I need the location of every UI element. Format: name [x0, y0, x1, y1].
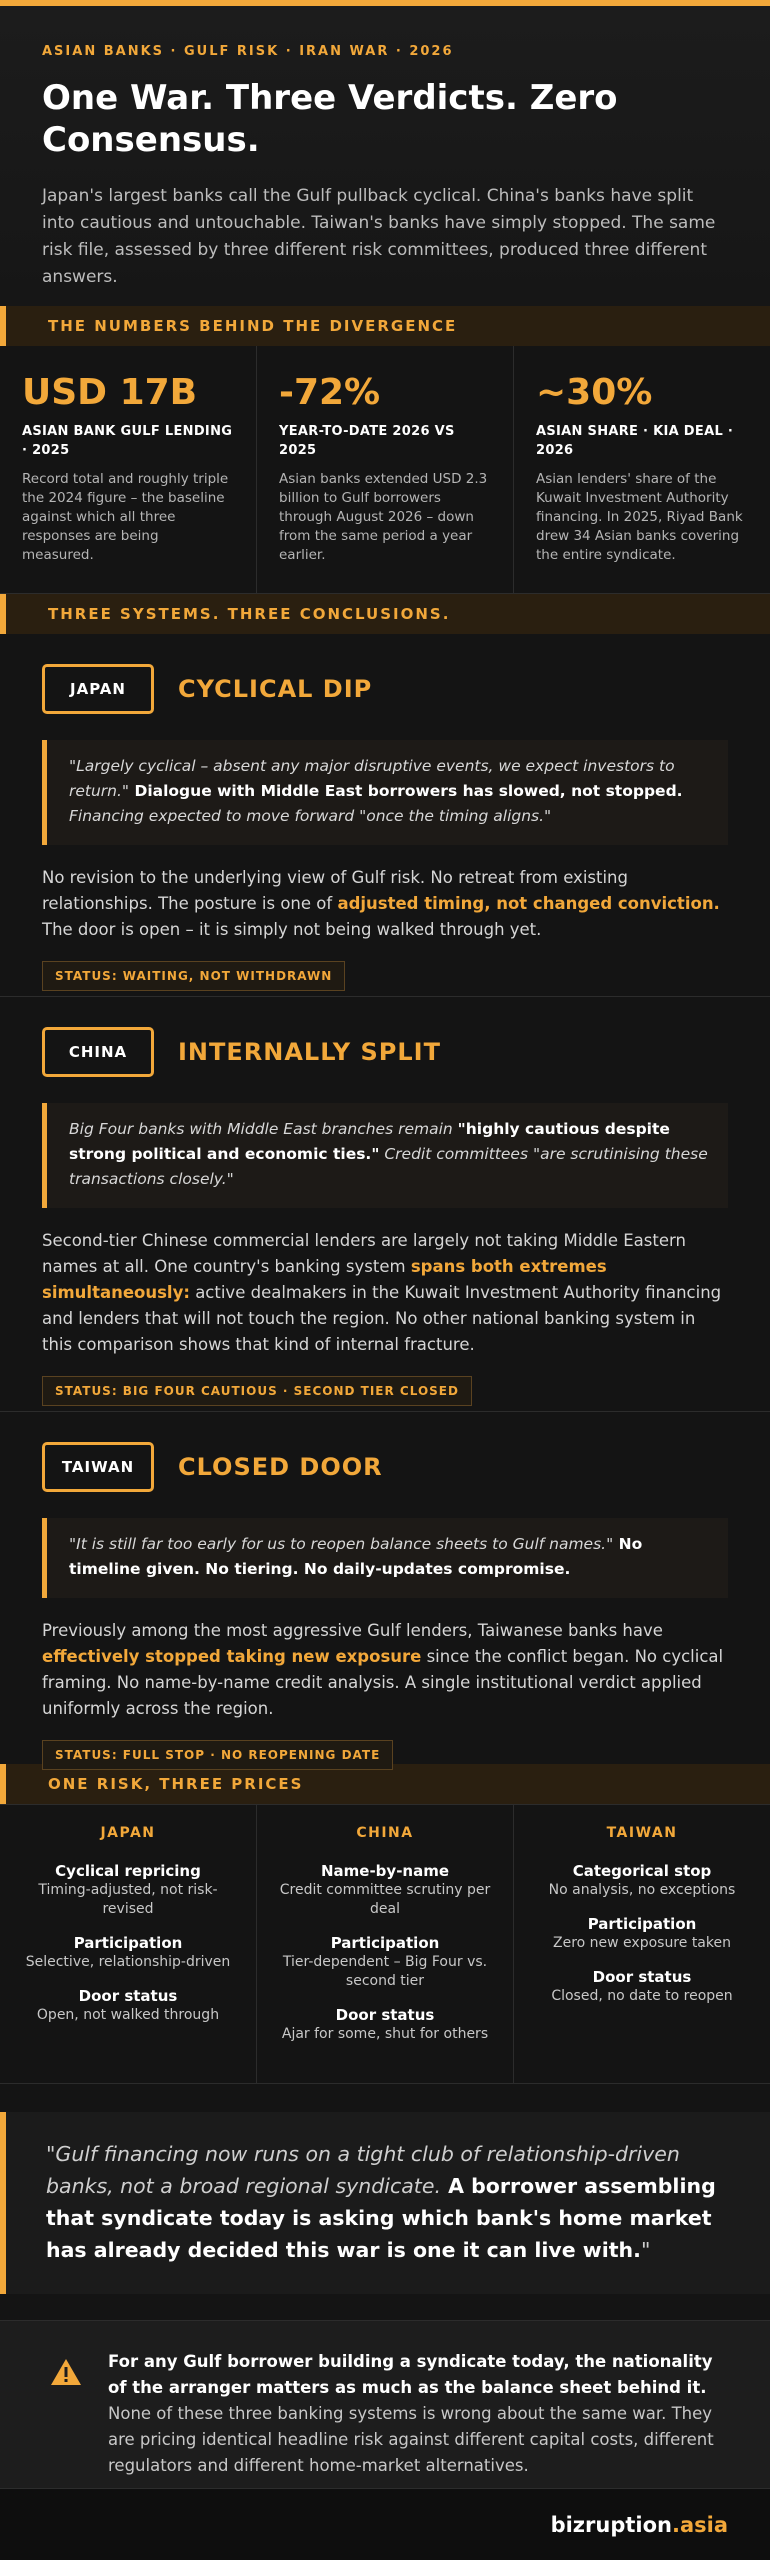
systems-section-header — [0, 594, 770, 634]
quote-italic: Big Four banks with Middle East branches remain — [69, 1120, 458, 1138]
country-header — [42, 1442, 728, 1492]
section-heading: THE NUMBERS BEHIND THE DIVERGENCE — [48, 317, 458, 335]
row-title: Name-by-name — [320, 1862, 450, 1880]
pull-quote — [0, 2112, 770, 2294]
numbers-section-header — [0, 306, 770, 346]
brand-accent: .asia — [671, 2512, 728, 2537]
country-tag: TAIWAN — [42, 1442, 154, 1492]
country-quote — [42, 1103, 728, 1208]
row-value: Zero new exposure taken — [552, 1935, 731, 1951]
country-quote — [42, 1518, 728, 1598]
stat-label: ASIAN BANK GULF LENDING · 2025 — [22, 424, 233, 458]
row-title: Categorical stop — [572, 1862, 712, 1880]
warning-icon — [50, 2357, 84, 2461]
quote-italic: "It is still far too early for us to reopen balance sheets to Gulf names." — [69, 1535, 614, 1553]
stat-card — [257, 346, 514, 593]
country-quote — [42, 740, 728, 845]
body-text: No revision to the underlying view of Gulf risk. No retreat from existing relationships. The posture is one of — [42, 868, 628, 913]
footer — [0, 2488, 770, 2560]
stat-description: Asian banks extended USD 2.3 billion to Gulf borrowers through August 2026 – down from the same period a year earlier. — [279, 471, 488, 563]
country-verdict: CLOSED DOOR — [178, 1453, 383, 1481]
section-heading: THREE SYSTEMS. THREE CONCLUSIONS. — [48, 605, 451, 623]
row-value: Tier-dependent – Big Four vs. second tier — [282, 1954, 488, 1989]
stat-value: USD 17B — [22, 372, 198, 413]
callout-text — [108, 2349, 730, 2475]
page-title: One War. Three Verdicts. Zero Consensus. — [42, 78, 618, 160]
body-highlight: adjusted timing, not changed conviction. — [337, 894, 720, 913]
stat-description: Record total and roughly triple the 2024 figure – the baseline against which all three responses are being measured. — [22, 471, 229, 563]
pullquote-bold: A borrower assembling that syndicate today is asking which bank's home market has already decided this war is one it can live with. — [46, 2174, 716, 2262]
hero-intro: Japan's largest banks call the Gulf pullback cyclical. China's banks have split into cautious and untouchable. Taiwan's banks have simply stopped. The same risk file, assessed by three different risk committees, produced three different answers. — [42, 186, 716, 287]
section-heading: ONE RISK, THREE PRICES — [48, 1775, 304, 1793]
country-body — [42, 1618, 728, 1722]
row-title: Door status — [592, 1968, 692, 1986]
stat-value: -72% — [279, 372, 381, 413]
kicker: ASIAN BANKS · GULF RISK · IRAN WAR · 2026 — [42, 44, 454, 59]
row-value: No analysis, no exceptions — [548, 1882, 736, 1898]
comparison-column — [0, 1805, 257, 2083]
row-value: Selective, relationship-driven — [25, 1954, 231, 1970]
row-title: Participation — [73, 1934, 183, 1952]
body-text: active dealmakers in the Kuwait Investment Authority financing and lenders that will not touch the region. No other national banking system in this comparison shows that kind of internal fracture. — [42, 1283, 722, 1354]
column-header: CHINA — [356, 1825, 414, 1841]
body-text: since the conflict began. No cyclical framing. No name-by-name credit analysis. A single institutional verdict applied uniformly across the region. — [42, 1647, 724, 1718]
country-header — [42, 1027, 728, 1077]
row-value: Closed, no date to reopen — [551, 1988, 733, 2004]
quote-italic: Credit committees "are scrutinising these transactions closely." — [69, 1145, 708, 1188]
row-title: Door status — [335, 2006, 435, 2024]
country-taiwan — [0, 1412, 770, 1764]
quote-italic: Financing expected to move forward "once the timing aligns." — [69, 807, 552, 825]
comparison-table — [0, 1804, 770, 2084]
stat-description: Asian lenders' share of the Kuwait Investment Authority financing. In 2025, Riyad Bank drew 34 Asian banks covering the entire syndicate. — [536, 471, 743, 563]
country-header — [42, 664, 728, 714]
status-badge: STATUS: FULL STOP · NO REOPENING DATE — [42, 1740, 393, 1770]
quote-italic: "Largely cyclical – absent any major disruptive events, we expect investors to return." — [69, 757, 675, 800]
country-body — [42, 1228, 728, 1358]
pullquote-close: " — [640, 2238, 651, 2262]
compare-section-header — [0, 1764, 770, 1804]
stat-card — [514, 346, 770, 593]
stat-label: YEAR-TO-DATE 2026 VS 2025 — [279, 424, 455, 458]
stat-card — [0, 346, 257, 593]
row-title: Door status — [78, 1987, 178, 2005]
quote-bold: "highly cautious despite strong political and economic ties." — [69, 1120, 670, 1163]
status-badge: STATUS: WAITING, NOT WITHDRAWN — [42, 961, 345, 991]
body-text: The door is open – it is simply not being walked through yet. — [42, 920, 542, 939]
country-japan — [0, 634, 770, 996]
quote-bold: No timeline given. No tiering. No daily-updates compromise. — [69, 1535, 643, 1578]
pullquote-italic: "Gulf financing now runs on a tight club of relationship-driven banks, not a broad regional syndicate. — [46, 2142, 680, 2198]
body-highlight: spans both extremes simultaneously: — [42, 1257, 607, 1302]
status-badge: STATUS: BIG FOUR CAUTIOUS · SECOND TIER CLOSED — [42, 1376, 472, 1406]
brand-logo[interactable] — [551, 2513, 728, 2537]
row-title: Participation — [587, 1915, 697, 1933]
row-value: Credit committee scrutiny per deal — [279, 1882, 491, 1917]
country-china — [0, 997, 770, 1411]
callout-rest: None of these three banking systems is wrong about the same war. They are pricing identical headline risk against different capital costs, different regulators and different home-market alternatives. — [108, 2404, 714, 2475]
brand-main: bizruption — [550, 2512, 672, 2537]
row-value: Timing-adjusted, not risk-revised — [38, 1882, 218, 1917]
column-header: JAPAN — [100, 1825, 156, 1841]
callout-bold: For any Gulf borrower building a syndicate today, the nationality of the arranger matters as much as the balance sheet behind it. — [108, 2352, 713, 2397]
comparison-column — [257, 1805, 514, 2083]
row-value: Open, not walked through — [36, 2007, 220, 2023]
callout-box — [0, 2320, 770, 2492]
body-highlight: effectively stopped taking new exposure — [42, 1647, 422, 1666]
stats-row — [0, 346, 770, 594]
body-text: Second-tier Chinese commercial lenders are largely not taking Middle Eastern names at all. One country's banking system — [42, 1231, 686, 1276]
country-body — [42, 865, 728, 943]
row-title: Participation — [330, 1934, 440, 1952]
comparison-column — [514, 1805, 770, 2083]
country-verdict: CYCLICAL DIP — [178, 675, 373, 703]
country-verdict: INTERNALLY SPLIT — [178, 1038, 441, 1066]
quote-bold: Dialogue with Middle East borrowers has slowed, not stopped. — [129, 782, 683, 800]
hero-section — [0, 6, 770, 306]
row-title: Cyclical repricing — [55, 1862, 201, 1880]
stat-label: ASIAN SHARE · KIA DEAL · 2026 — [536, 424, 734, 458]
country-tag: CHINA — [42, 1027, 154, 1077]
body-text: Previously among the most aggressive Gulf lenders, Taiwanese banks have — [42, 1621, 663, 1640]
row-value: Ajar for some, shut for others — [281, 2026, 489, 2042]
stat-value: ~30% — [536, 372, 653, 413]
column-header: TAIWAN — [606, 1825, 678, 1841]
country-tag: JAPAN — [42, 664, 154, 714]
